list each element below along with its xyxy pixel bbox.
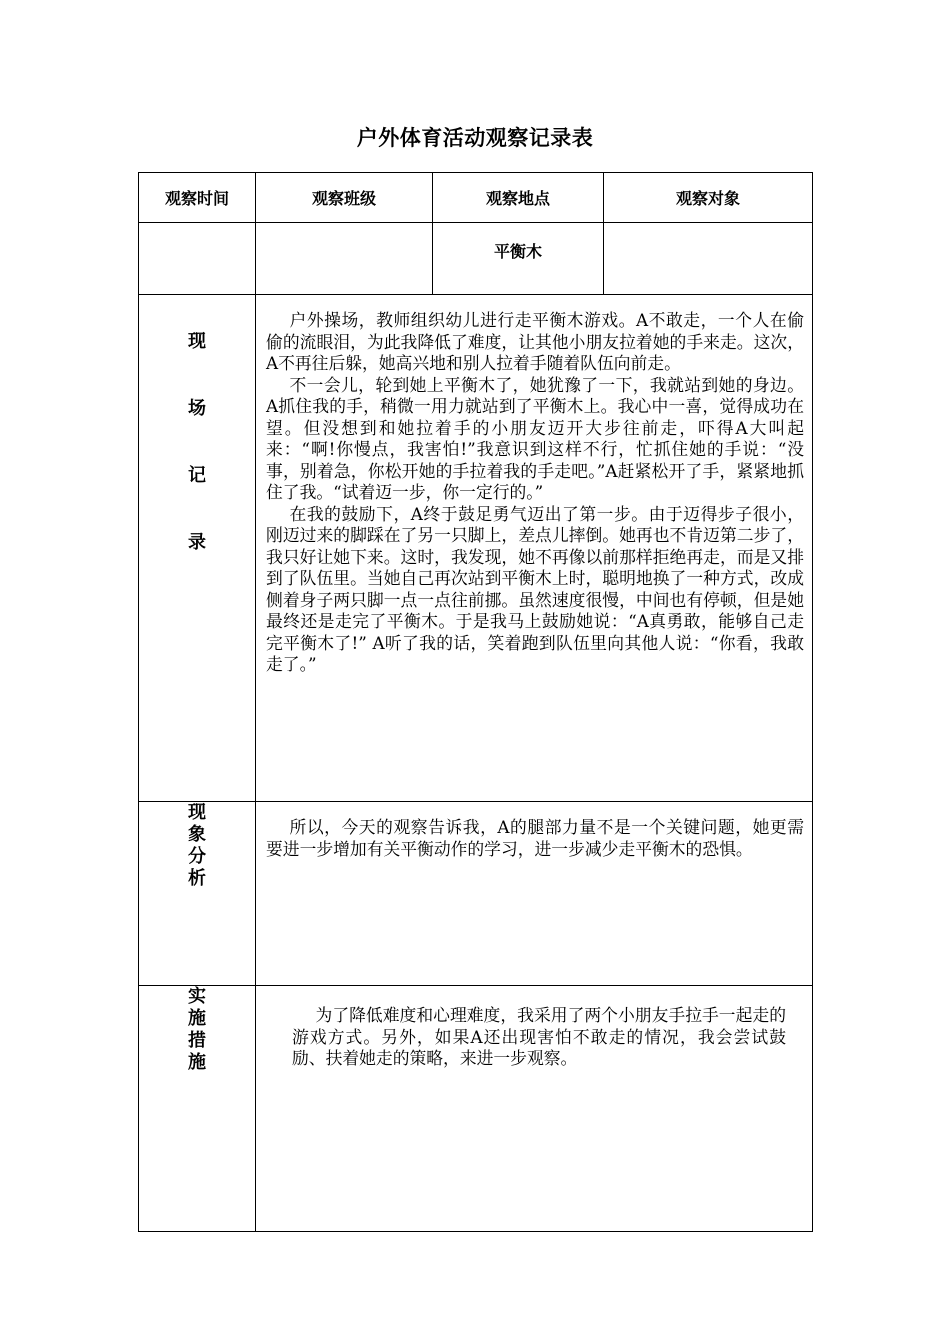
header-subject: 观察对象 [604,173,813,223]
header-time: 观察时间 [139,173,256,223]
header-row [139,173,813,223]
value-subject [604,223,813,295]
analysis-text: 所以，今天的观察告诉我，A的腿部力量不是一个关键问题，她更需要进一步增加有关平衡动作的学习，进一步减少走平衡木的恐惧。 [256,802,813,986]
record-row [139,295,813,802]
record-paragraph: 在我的鼓励下，A终于鼓足勇气迈出了第一步。由于迈得步子很小，刚迈过来的脚踩在了另一只脚上，差点儿摔倒。她再也不肯迈第二步了，我只好让她下来。这时，我发现，她不再像以前那样拒绝再走，而是又排到了队伍里。当她自己再次站到平衡木上时，聪明地换了一种方式，改成侧着身子两只脚一点一点往前挪。虽然速度很慢，中间也有停顿，但是她最终还是走完了平衡木。于是我马上鼓励她说：“A真勇敢，能够自己走完平衡木了!” A听了我的话，笑着跑到队伍里向其他人说：“你看，我敢走了。” [266,503,804,674]
record-label: 现 场 记 录 [139,295,256,802]
measures-row [139,986,813,1232]
analysis-row [139,802,813,986]
record-paragraph: 不一会儿，轮到她上平衡木了，她犹豫了一下，我就站到她的身边。A抓住我的手，稍微一用力就站到了平衡木上。我心中一喜，觉得成功在望。但没想到和她拉着手的小朋友迈开大步往前走，吓得A大叫起来：“啊!你慢点，我害怕!”我意识到这样不行，忙抓住她的手说：“没事，别着急，你松开她的手拉着我的手走吧。”A赶紧松开了手，紧紧地抓住了我。“试着迈一步，你一定行的。” [266,374,804,502]
value-row [139,223,813,295]
measures-text: 为了降低难度和心理难度，我采用了两个小朋友手拉手一起走的游戏方式。另外，如果A还出现害怕不敢走的情况，我会尝试鼓励、扶着她走的策略，来进一步观察。 [256,986,813,1232]
record-text [256,295,813,802]
analysis-label: 现 象 分 析 [139,802,256,986]
header-class: 观察班级 [256,173,433,223]
observation-table [138,172,813,1232]
value-time [139,223,256,295]
page-title: 户外体育活动观察记录表 [356,126,594,150]
record-paragraph: 户外操场，教师组织幼儿进行走平衡木游戏。A不敢走，一个人在偷偷的流眼泪，为此我降低了难度，让其他小朋友拉着她的手来走。这次，A不再往后躲，她高兴地和别人拉着手随着队伍向前走。 [266,310,804,373]
measures-label: 实 施 措 施 [139,986,256,1232]
header-place: 观察地点 [433,173,604,223]
value-class [256,223,433,295]
value-place: 平衡木 [433,223,604,295]
